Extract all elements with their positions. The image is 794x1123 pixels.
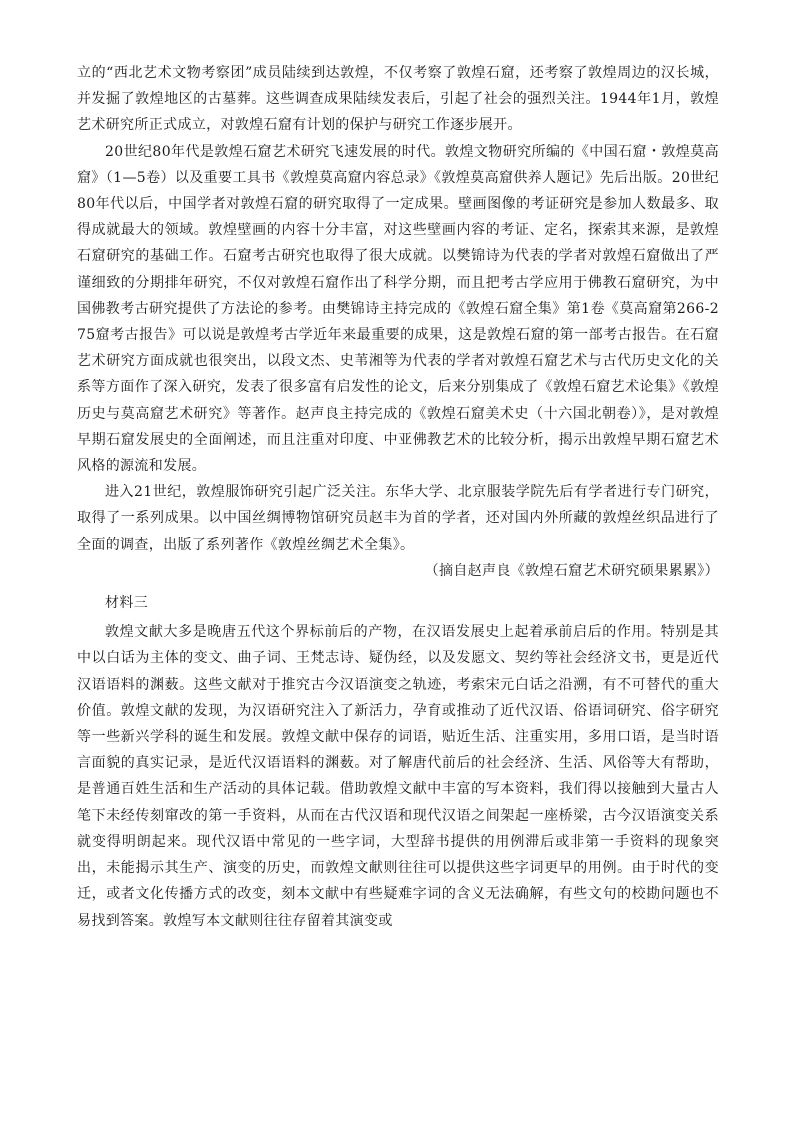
document-page (77, 60, 719, 934)
section-heading-material-three: 材料三 (105, 595, 149, 612)
source-citation: （摘自赵声良《敦煌石窟艺术研究硕果累累》） (424, 562, 719, 579)
paragraph-1980s-research: 20世纪80年代是敦煌石窟艺术研究飞速发展的时代。敦煌文物研究所编的《中国石窟・敦煌莫高窟》（1—5卷）以及重要工具书《敦煌莫高窟内容总录》《敦煌莫高窟供养人题记》先后出版。20世纪80年代以后，中国学者对敦煌石窟的研究取得了一定成果。壁画图像的考证研究是参加人数最多、取得成就最大的领域。敦煌壁画的内容十分丰富，对这些壁画内容的考证、定名，探索其来源，是敦煌石窟研究的基础工作。石窟考古研究也取得了很大成就。以樊锦诗为代表的学者对敦煌石窟做出了严谨细致的分期排年研究，不仅对敦煌石窟作出了科学分期，而且把考古学应用于佛教石窟研究，为中国佛教考古研究提供了方法论的参考。由樊锦诗主持完成的《敦煌石窟全集》第1卷《莫高窟第266-275窟考古报告》可以说是敦煌考古学近年来最重要的成果，这是敦煌石窟的第一部考古报告。在石窟艺术研究方面成就也很突出，以段文杰、史苇湘等为代表的学者对敦煌石窟艺术与古代历史文化的关系等方面作了深入研究，发表了很多富有启发性的论文，后来分别集成了《敦煌石窟艺术论集》《敦煌历史与莫高窟艺术研究》等著作。赵声良主持完成的《敦煌石窟美术史（十六国北朝卷）》，是对敦煌早期石窟发展史的全面阐述，而且注重对印度、中亚佛教艺术的比较分析，揭示出敦煌早期石窟艺术风格的源流和发展。 (77, 143, 719, 475)
paragraph-dunhuang-documents: 敦煌文献大多是晚唐五代这个界标前后的产物，在汉语发展史上起着承前启后的作用。特别是其中以白话为主体的变文、曲子词、王梵志诗、疑伪经，以及发愿文、契约等社会经济文书，更是近代汉语语料的渊薮。这些文献对于推究古今汉语演变之轨迹，考索宋元白话之沿溯，有不可替代的重大价值。敦煌文献的发现，为汉语研究注入了新活力，孕育或推动了近代汉语、俗语词研究、俗字研究等一些新兴学科的诞生和发展。敦煌文献中保存的词语，贴近生活、注重实用，多用口语，是当时语言面貌的真实记录，是近代汉语语料的渊薮。对了解唐代前后的社会经济、生活、风俗等大有帮助，是普通百姓生活和生产活动的具体记载。借助敦煌文献中丰富的写本资料，我们得以接触到大量古人笔下未经传刻窜改的第一手资料，从而在古代汉语和现代汉语之间架起一座桥梁，古今汉语演变关系就变得明朗起来。现代汉语中常见的一些字词，大型辞书提供的用例滞后或非第一手资料的现象突出，未能揭示其生产、演变的历史，而敦煌文献则往往可以提供这些字词更早的用例。由于时代的变迁，或者文化传播方式的改变，刻本文献中有些疑难字词的含义无法确解，有些文句的校勘问题也不易找到答案。敦煌写本文献则往往存留着其演变或 (77, 624, 719, 929)
paragraph-21st-century: 进入21世纪，敦煌服饰研究引起广泛关注。东华大学、北京服装学院先后有学者进行专门研究，取得了一系列成果。以中国丝绸博物馆研究员赵丰为首的学者，还对国内外所藏的敦煌丝织品进行了全面的调查，出版了系列著作《敦煌丝绸艺术全集》。 (77, 484, 719, 553)
paragraph-continuation: 立的“西北艺术文物考察团”成员陆续到达敦煌，不仅考察了敦煌石窟，还考察了敦煌周边的汉长城，并发掘了敦煌地区的古墓葬。这些调查成果陆续发表后，引起了社会的强烈关注。1944年1月，敦煌艺术研究所正式成立，对敦煌石窟有计划的保护与研究工作逐步展开。 (77, 65, 719, 134)
